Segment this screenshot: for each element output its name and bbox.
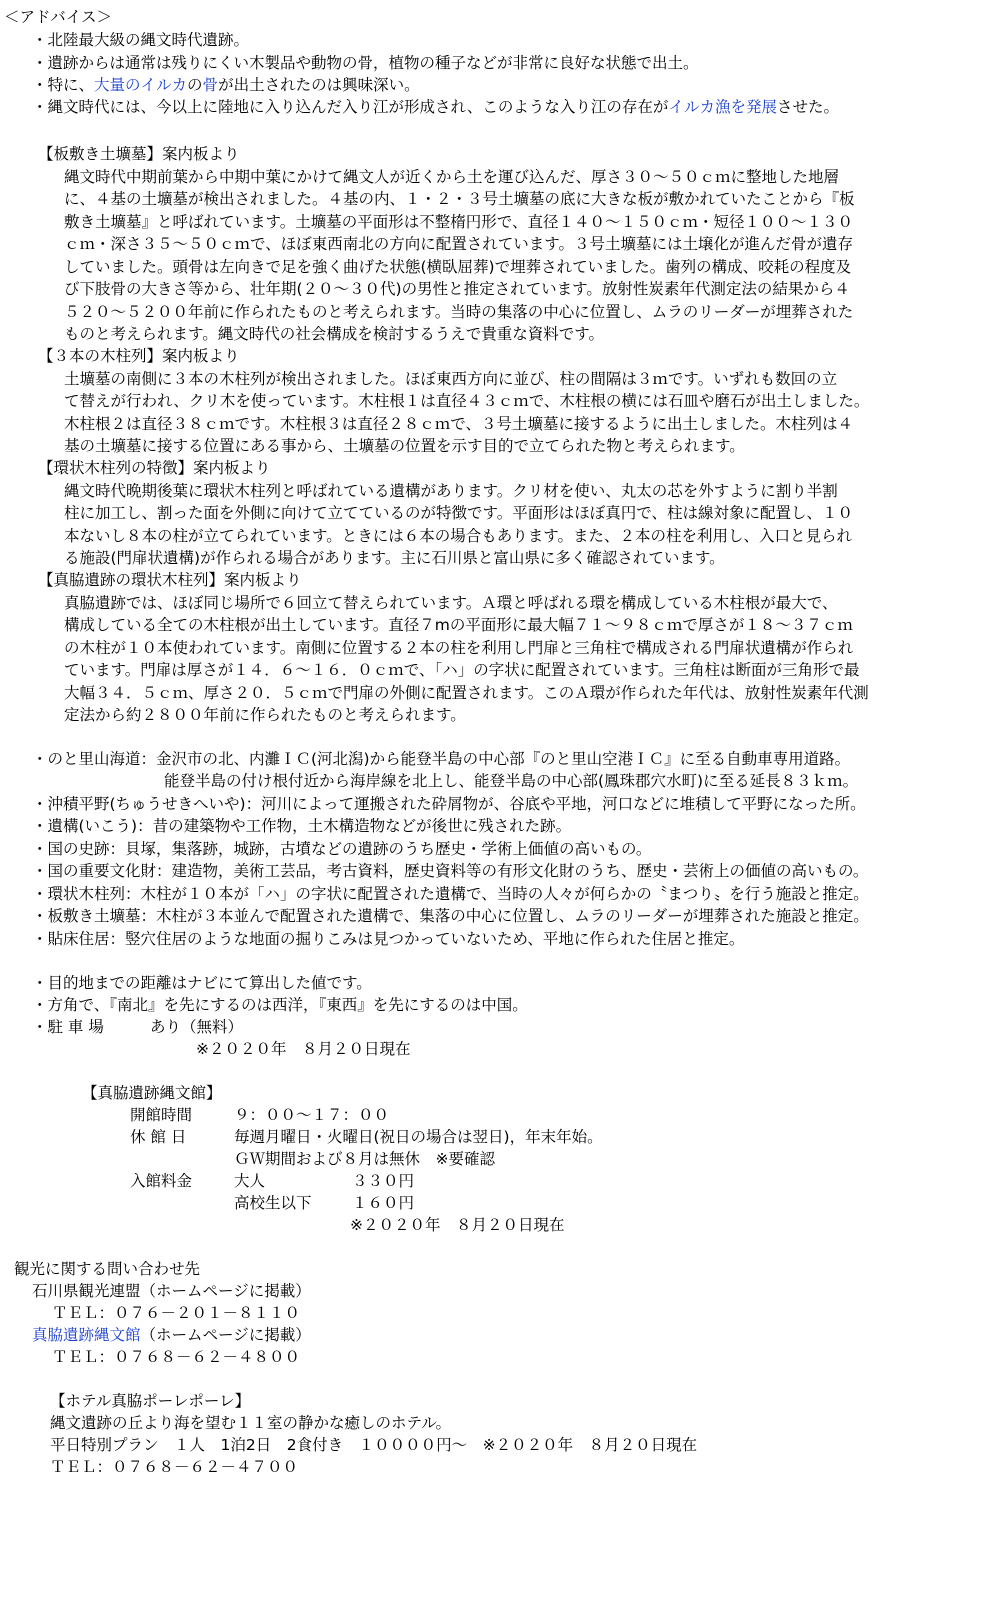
pillars-line: 土壙墓の南側に３本の木柱列が検出されました。ほぼ東西方向に並び、柱の間隔は３ｍです。いずれも数回の立 xyxy=(64,370,838,388)
advice-bullet-3-post: が出土されたのは興味深い。 xyxy=(218,76,420,94)
mawaki-ring-heading: 【真脇遺跡の環状木柱列】案内板より xyxy=(38,571,302,589)
itajiki-line: 敷き土壙墓』と呼ばれています。土壙墓の平面形は不整楕円形で、直径１４０～１５０ｃｍ・短径１００～１３０ xyxy=(64,213,853,231)
pillars-line: 木柱根２は直径３８ｃｍです。木柱根３は直径２８ｃｍで、３号土壙墓に接するように出土しました。木柱列は４ xyxy=(64,415,853,433)
dolphin-fishing-link[interactable]: イルカ漁を発展 xyxy=(668,98,777,116)
museum-hours-row xyxy=(130,1104,389,1127)
itajiki-line: ｃｍ・深さ３５～５０ｃｍで、ほぼ東西南北の方向に配置されています。３号土壙墓には土壌化が進んだ骨が遺存 xyxy=(64,235,853,253)
glossary-item: ・環状木柱列：木柱が１０本が「ハ」の字状に配置された遺構で、当時の人々が何らかの〝まつり〟を行う施設と推定。 xyxy=(32,885,869,903)
pillars-line: て替えが行われ、クリ木を使っています。木柱根１は直径４３ｃｍで、木柱根の横には石皿や磨石が出土しました。 xyxy=(64,392,870,410)
hotel-plan: 平日特別プラン １人 1泊2日 2食付き １００００円～ ※２０２０年 ８月２０日現在 xyxy=(50,1436,698,1454)
contact-tel-1: ＴＥＬ：０７６－２０１－８１１０ xyxy=(52,1304,301,1322)
mawaki-ring-line: ています。門扉は厚さが１４．６～１６．０ｃｍで、「ハ」の字状に配置されています。三角柱は断面が三角形で最 xyxy=(64,661,860,679)
parking-row xyxy=(32,1016,243,1039)
mawaki-museum-link[interactable]: 真脇遺跡縄文館 xyxy=(32,1326,141,1344)
advice-bullet-3 xyxy=(32,74,420,97)
pillars-heading: 【３本の木柱列】案内板より xyxy=(38,347,240,365)
ring-features-line: 縄文時代晩期後葉に環状木柱列と呼ばれている遺構があります。クリ材を使い、丸太の芯を外すように割り半割 xyxy=(64,482,838,500)
museum-heading: 【真脇遺跡縄文館】 xyxy=(82,1084,222,1102)
itajiki-line: 縄文時代中期前葉から中期中葉にかけて縄文人が近くから土を運び込んだ、厚さ３０～５０ｃｍに整地した地層 xyxy=(64,168,840,186)
museum-fee-row xyxy=(130,1170,414,1193)
museum-as-of: ※２０２０年 ８月２０日現在 xyxy=(350,1216,565,1234)
hotel-description: 縄文遺跡の丘より海を望む１１室の静かな癒しのホテル。 xyxy=(50,1414,451,1432)
pillars-line: 基の土壙墓に接する位置にある事から、土壙墓の位置を示す目的で立てられた物と考えられます。 xyxy=(64,437,745,455)
museum-closed-value: 毎週月曜日・火曜日(祝日の場合は翌日)，年末年始。 xyxy=(234,1128,603,1146)
note-direction: ・方角で、『南北』を先にするのは西洋，『東西』を先にするのは中国。 xyxy=(32,996,528,1014)
itajiki-line: に、４基の土壙墓が検出されました。４基の内、１・２・３号土壙墓の底に大きな板が敷かれていたことから『板 xyxy=(64,190,855,208)
dolphin-bones-link-2[interactable]: 骨 xyxy=(202,76,219,94)
contact-org-2 xyxy=(32,1324,311,1347)
itajiki-line: ものと考えられます。縄文時代の社会構成を検討するうえで貴重な資料です。 xyxy=(64,325,605,343)
contact-tel-2: ＴＥＬ：０７６８－６２－４８００ xyxy=(52,1348,301,1366)
advice-bullet-2: ・遺跡からは通常は残りにくい木製品や動物の骨，植物の種子などが非常に良好な状態で出土。 xyxy=(32,54,699,72)
advice-bullet-4-post: させた。 xyxy=(776,98,839,116)
advice-bullet-4 xyxy=(32,96,839,119)
notes-as-of: ※２０２０年 ８月２０日現在 xyxy=(196,1040,411,1058)
mawaki-ring-line: 構成している全ての木柱根が出土しています。直径７mの平面形に最大幅７１～９８ｃｍで厚さが１８～３７ｃｍ xyxy=(64,616,853,634)
glossary-item: ・板敷き土壙墓：木柱が３本並んで配置された遺構で、集落の中心に位置し、ムラのリーダーが埋葬された施設と推定。 xyxy=(32,907,869,925)
mawaki-ring-line: の木柱が１０本使われています。南側に位置する２本の柱を利用し門扉と三角柱で構成される門扉状遺構が作られ xyxy=(64,639,854,657)
hotel-tel: ＴＥＬ：０７６８－６２－４７００ xyxy=(50,1458,299,1476)
advice-heading: ＜アドバイス＞ xyxy=(4,8,113,26)
advice-bullet-3-mid: の xyxy=(187,76,203,94)
glossary-item: ・沖積平野(ちゅうせきへいや)：河川によって運搬された砕屑物が、谷底や平地，河口などに堆積して平野になった所。 xyxy=(32,795,866,813)
museum-closed-row xyxy=(130,1126,603,1149)
advice-bullet-4-pre: ・縄文時代には、今以上に陸地に入り込んだ入り江が形成され、このような入り江の存在が xyxy=(32,98,669,116)
parking-value: あり（無料） xyxy=(150,1018,244,1036)
glossary-item-continued: 能登半島の付け根付近から海岸線を北上し、能登半島の中心部(鳳珠郡穴水町)に至る延長８３ｋｍ。 xyxy=(164,772,859,790)
itajiki-line: ５２０～５２００年前に作られたものと考えられます。当時の集落の中心に位置し、ムラのリーダーが埋葬された xyxy=(64,303,854,321)
museum-closed-label: 休 館 日 xyxy=(130,1128,187,1146)
mawaki-ring-line: 大幅３４．５ｃｍ、厚さ２０．５ｃｍで門扉の外側に配置されます。このＡ環が作られた年代は、放射性炭素年代測 xyxy=(64,684,869,702)
mawaki-ring-line: 真脇遺跡では、ほぼ同じ場所で６回立て替えられています。Ａ環と呼ばれる環を構成している木柱根が最大で、 xyxy=(64,594,838,612)
parking-label: ・駐 車 場 xyxy=(32,1018,104,1036)
contact-heading: 観光に関する問い合わせ先 xyxy=(14,1260,201,1278)
museum-fee-student-value: １６０円 xyxy=(352,1194,415,1212)
contact-org-2-post: （ホームページに掲載） xyxy=(140,1326,311,1344)
glossary-item: ・国の重要文化財：建造物，美術工芸品，考古資料，歴史資料等の有形文化財のうち、歴史・芸術上の価値の高いもの。 xyxy=(32,862,869,880)
glossary-item: ・遺構(いこう)：昔の建築物や工作物，土木構造物などが後世に残された跡。 xyxy=(32,817,572,835)
museum-fee-label: 入館料金 xyxy=(130,1172,193,1190)
dolphin-bones-link-1[interactable]: 大量のイルカ xyxy=(94,76,188,94)
hotel-heading: 【ホテル真脇ポーレポーレ】 xyxy=(50,1392,251,1410)
ring-features-heading: 【環状木柱列の特徴】案内板より xyxy=(38,459,271,477)
ring-features-line: 柱に加工し、割った面を外側に向けて立てているのが特徴です。平面形はほぼ真円で、柱は線対象に配置し、１０ xyxy=(64,504,853,522)
museum-hours-value: ９：００～１７：００ xyxy=(234,1106,390,1124)
advice-bullet-3-pre: ・特に、 xyxy=(32,76,95,94)
museum-fee-adult-label: 大人 xyxy=(234,1172,266,1190)
note-distance: ・目的地までの距離はナビにて算出した値です。 xyxy=(32,974,372,992)
mawaki-ring-line: 定法から約２８００年前に作られたものと考えられます。 xyxy=(64,706,466,724)
itajiki-heading: 【板敷き土壙墓】案内板より xyxy=(38,145,240,163)
contact-org-1: 石川県観光連盟（ホームページに掲載） xyxy=(32,1282,311,1300)
museum-closed-value-2: ＧＷ期間および８月は無休 ※要確認 xyxy=(234,1150,495,1168)
itajiki-line: び下肢骨の大きさ等から、壮年期(２０～３０代)の男性と推定されています。放射性炭素年代測定法の結果から４ xyxy=(64,280,850,298)
ring-features-line: る施設(門扉状遺構)が作られる場合があります。主に石川県と富山県に多く確認されています。 xyxy=(64,549,725,567)
museum-fee-student-label: 高校生以下 xyxy=(234,1194,312,1212)
museum-fee-adult-value: ３３０円 xyxy=(352,1172,415,1190)
advice-bullet-1: ・北陸最大級の縄文時代遺跡。 xyxy=(32,31,250,49)
museum-hours-label: 開館時間 xyxy=(130,1106,193,1124)
glossary-item: ・のと里山海道：金沢市の北、内灘ＩＣ(河北潟)から能登半島の中心部『のと里山空港ＩＣ』に至る自動車専用道路。 xyxy=(32,750,851,768)
glossary-item: ・貼床住居：竪穴住居のような地面の掘りこみは見つかっていないため、平地に作られた住居と推定。 xyxy=(32,930,745,948)
glossary-item: ・国の史跡：貝塚，集落跡，城跡，古墳などの遺跡のうち歴史・学術上価値の高いもの。 xyxy=(32,840,652,858)
museum-fee-student-row xyxy=(234,1192,414,1215)
itajiki-line: していました。頭骨は左向きで足を強く曲げた状態(横臥屈葬)で埋葬されていました。歯列の構成、咬耗の程度及 xyxy=(64,258,852,276)
ring-features-line: 本ないし８本の柱が立てられています。ときには６本の場合もあります。また、２本の柱を利用し、入口と見られ xyxy=(64,527,853,545)
